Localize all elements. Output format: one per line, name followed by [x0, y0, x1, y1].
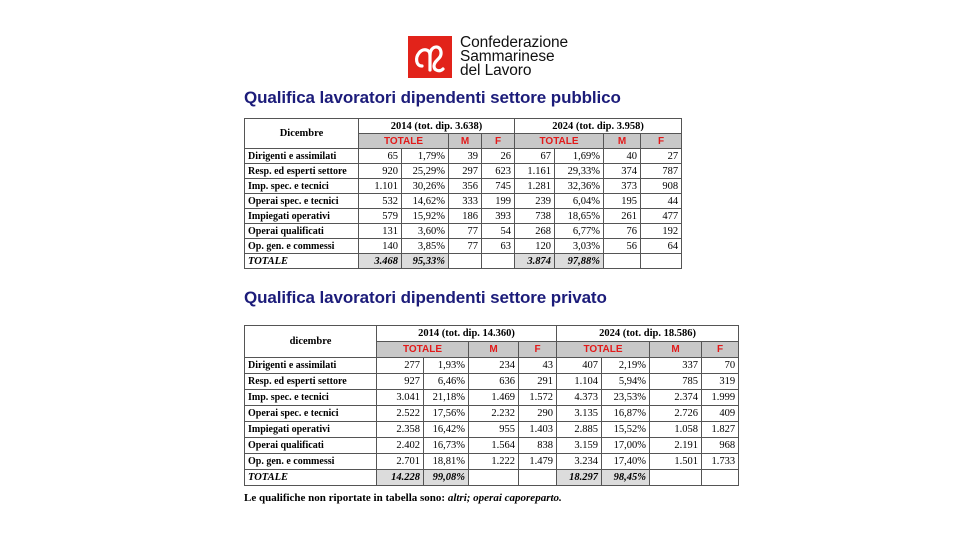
- row-label: Imp. spec. e tecnici: [245, 179, 359, 194]
- table-cell: 785: [650, 374, 702, 390]
- table-row: [245, 374, 739, 390]
- table-cell: 77: [449, 239, 482, 254]
- logo-line-2: Sammarinese: [460, 48, 555, 65]
- subheader-f: F: [519, 342, 557, 358]
- table-cell: 27: [641, 149, 682, 164]
- public-sector-table: [244, 118, 682, 269]
- table-cell: 43: [519, 358, 557, 374]
- private-section-title: Qualifica lavoratori dipendenti settore privato: [244, 288, 607, 307]
- table-row: [245, 179, 682, 194]
- table-cell: 268: [515, 224, 555, 239]
- table-cell: 477: [641, 209, 682, 224]
- total-label: TOTALE: [245, 254, 359, 269]
- total-cell: 95,33%: [402, 254, 449, 269]
- subheader-totale: TOTALE: [359, 134, 449, 149]
- row-label: Operai qualificati: [245, 438, 377, 454]
- table-cell: 1.101: [359, 179, 402, 194]
- table-cell: 1.501: [650, 454, 702, 470]
- total-cell: 3.874: [515, 254, 555, 269]
- table-cell: 3,03%: [555, 239, 604, 254]
- table-cell: 1.733: [702, 454, 739, 470]
- table-header-row: [245, 326, 739, 342]
- csdl-logo-icon: [408, 36, 452, 78]
- table-cell: 2.374: [650, 390, 702, 406]
- total-cell: [641, 254, 682, 269]
- table-cell: 2.701: [377, 454, 424, 470]
- table-row: [245, 149, 682, 164]
- total-cell: 98,45%: [602, 470, 650, 486]
- table-cell: 14,62%: [402, 194, 449, 209]
- subheader-m: M: [449, 134, 482, 149]
- table-cell: 15,52%: [602, 422, 650, 438]
- table-cell: 636: [469, 374, 519, 390]
- table-cell: 21,18%: [424, 390, 469, 406]
- table-cell: 39: [449, 149, 482, 164]
- table-cell: 3,60%: [402, 224, 449, 239]
- table-cell: 17,56%: [424, 406, 469, 422]
- table-row: [245, 406, 739, 422]
- table-row: [245, 164, 682, 179]
- table-cell: 337: [650, 358, 702, 374]
- table-cell: 140: [359, 239, 402, 254]
- table-cell: 2.402: [377, 438, 424, 454]
- row-label: Op. gen. e commessi: [245, 454, 377, 470]
- logo-line-1: Confederazione: [460, 34, 569, 51]
- table-cell: 239: [515, 194, 555, 209]
- table-cell: 16,73%: [424, 438, 469, 454]
- table-cell: 261: [604, 209, 641, 224]
- subheader-totale: TOTALE: [515, 134, 604, 149]
- row-label: Operai spec. e tecnici: [245, 406, 377, 422]
- subheader-m: M: [604, 134, 641, 149]
- row-label: Resp. ed esperti settore: [245, 374, 377, 390]
- total-cell: [482, 254, 515, 269]
- row-label: Imp. spec. e tecnici: [245, 390, 377, 406]
- subheader-f: F: [641, 134, 682, 149]
- total-cell: 3.468: [359, 254, 402, 269]
- table-cell: 54: [482, 224, 515, 239]
- table-cell: 319: [702, 374, 739, 390]
- table-cell: 4.373: [557, 390, 602, 406]
- total-row: [245, 470, 739, 486]
- table-cell: 18,81%: [424, 454, 469, 470]
- subheader-f: F: [702, 342, 739, 358]
- table-cell: 745: [482, 179, 515, 194]
- table-cell: 25,29%: [402, 164, 449, 179]
- table-cell: 192: [641, 224, 682, 239]
- table-cell: 63: [482, 239, 515, 254]
- corner-header: dicembre: [245, 326, 377, 358]
- table-cell: 65: [359, 149, 402, 164]
- table-cell: 532: [359, 194, 402, 209]
- row-label: Resp. ed esperti settore: [245, 164, 359, 179]
- group-header-2024: 2024 (tot. dip. 18.586): [557, 326, 739, 342]
- table-cell: 1.827: [702, 422, 739, 438]
- subheader-m: M: [469, 342, 519, 358]
- table-cell: 1.058: [650, 422, 702, 438]
- group-header-2024: 2024 (tot. dip. 3.958): [515, 119, 682, 134]
- private-sector-table: [244, 325, 739, 486]
- table-cell: 1.469: [469, 390, 519, 406]
- table-cell: 968: [702, 438, 739, 454]
- row-label: Op. gen. e commessi: [245, 239, 359, 254]
- table-cell: 32,36%: [555, 179, 604, 194]
- table-cell: 1.999: [702, 390, 739, 406]
- table-cell: 1,69%: [555, 149, 604, 164]
- table-row: [245, 438, 739, 454]
- table-cell: 15,92%: [402, 209, 449, 224]
- subheader-f: F: [482, 134, 515, 149]
- total-cell: [702, 470, 739, 486]
- footnote-text: Le qualifiche non riportate in tabella sono:: [244, 492, 448, 504]
- table-cell: 290: [519, 406, 557, 422]
- table-cell: 291: [519, 374, 557, 390]
- table-cell: 1.281: [515, 179, 555, 194]
- table-cell: 927: [377, 374, 424, 390]
- table-cell: 23,53%: [602, 390, 650, 406]
- table-row: [245, 239, 682, 254]
- table-row: [245, 194, 682, 209]
- table-cell: 2.358: [377, 422, 424, 438]
- table-cell: 44: [641, 194, 682, 209]
- table-cell: 3.159: [557, 438, 602, 454]
- table-cell: 56: [604, 239, 641, 254]
- table-cell: 409: [702, 406, 739, 422]
- table-cell: 64: [641, 239, 682, 254]
- table-cell: 1.161: [515, 164, 555, 179]
- table-cell: 6,46%: [424, 374, 469, 390]
- table-cell: 373: [604, 179, 641, 194]
- table-row: [245, 224, 682, 239]
- table-row: [245, 358, 739, 374]
- table-cell: 17,00%: [602, 438, 650, 454]
- table-cell: 838: [519, 438, 557, 454]
- table-cell: 199: [482, 194, 515, 209]
- total-label: TOTALE: [245, 470, 377, 486]
- row-label: Impiegati operativi: [245, 422, 377, 438]
- table-cell: 787: [641, 164, 682, 179]
- table-cell: 77: [449, 224, 482, 239]
- table-cell: 76: [604, 224, 641, 239]
- table-cell: 195: [604, 194, 641, 209]
- subheader-m: M: [650, 342, 702, 358]
- table-cell: 5,94%: [602, 374, 650, 390]
- table-cell: 67: [515, 149, 555, 164]
- table-cell: 1.479: [519, 454, 557, 470]
- table-cell: 17,40%: [602, 454, 650, 470]
- table-cell: 277: [377, 358, 424, 374]
- total-cell: 18.297: [557, 470, 602, 486]
- logo-line-3: del Lavoro: [460, 62, 532, 79]
- table-body: [245, 149, 682, 254]
- table-cell: 131: [359, 224, 402, 239]
- table-header-row: [245, 119, 682, 134]
- table-cell: 1.104: [557, 374, 602, 390]
- table-row: [245, 390, 739, 406]
- row-label: Dirigenti e assimilati: [245, 149, 359, 164]
- table-cell: 1.572: [519, 390, 557, 406]
- table-cell: 3.135: [557, 406, 602, 422]
- table-cell: 356: [449, 179, 482, 194]
- table-cell: 1,79%: [402, 149, 449, 164]
- table-cell: 6,77%: [555, 224, 604, 239]
- footnote-italic: altri; operai caporeparto.: [447, 492, 562, 504]
- table-cell: 623: [482, 164, 515, 179]
- total-cell: [449, 254, 482, 269]
- table-cell: 738: [515, 209, 555, 224]
- total-cell: [469, 470, 519, 486]
- table-row: [245, 209, 682, 224]
- table-row: [245, 454, 739, 470]
- table-cell: 2.522: [377, 406, 424, 422]
- table-cell: 3.041: [377, 390, 424, 406]
- table-cell: 186: [449, 209, 482, 224]
- row-label: Operai qualificati: [245, 224, 359, 239]
- total-row: [245, 254, 682, 269]
- table-cell: 920: [359, 164, 402, 179]
- total-cell: 99,08%: [424, 470, 469, 486]
- table-cell: 120: [515, 239, 555, 254]
- row-label: Dirigenti e assimilati: [245, 358, 377, 374]
- table-cell: 374: [604, 164, 641, 179]
- total-cell: 14.228: [377, 470, 424, 486]
- total-cell: [519, 470, 557, 486]
- group-header-2014: 2014 (tot. dip. 14.360): [377, 326, 557, 342]
- subheader-totale: TOTALE: [377, 342, 469, 358]
- footnote: [244, 492, 562, 504]
- table-cell: 579: [359, 209, 402, 224]
- table-cell: 2.726: [650, 406, 702, 422]
- table-cell: 2.191: [650, 438, 702, 454]
- total-cell: [604, 254, 641, 269]
- table-cell: 3,85%: [402, 239, 449, 254]
- total-cell: 97,88%: [555, 254, 604, 269]
- table-cell: 908: [641, 179, 682, 194]
- table-cell: 30,26%: [402, 179, 449, 194]
- table-cell: 1.222: [469, 454, 519, 470]
- table-cell: 2,19%: [602, 358, 650, 374]
- table-cell: 16,87%: [602, 406, 650, 422]
- table-cell: 70: [702, 358, 739, 374]
- row-label: Impiegati operativi: [245, 209, 359, 224]
- table-cell: 29,33%: [555, 164, 604, 179]
- row-label: Operai spec. e tecnici: [245, 194, 359, 209]
- table-cell: 2.232: [469, 406, 519, 422]
- subheader-totale: TOTALE: [557, 342, 650, 358]
- table-cell: 3.234: [557, 454, 602, 470]
- table-cell: 6,04%: [555, 194, 604, 209]
- table-cell: 16,42%: [424, 422, 469, 438]
- table-cell: 18,65%: [555, 209, 604, 224]
- group-header-2014: 2014 (tot. dip. 3.638): [359, 119, 515, 134]
- corner-header: Dicembre: [245, 119, 359, 149]
- table-cell: 393: [482, 209, 515, 224]
- table-cell: 1.403: [519, 422, 557, 438]
- table-cell: 955: [469, 422, 519, 438]
- total-cell: [650, 470, 702, 486]
- table-cell: 407: [557, 358, 602, 374]
- table-cell: 234: [469, 358, 519, 374]
- csdl-logo: [408, 36, 586, 82]
- table-cell: 297: [449, 164, 482, 179]
- table-body: [245, 358, 739, 470]
- table-cell: 26: [482, 149, 515, 164]
- table-row: [245, 422, 739, 438]
- table-cell: 1.564: [469, 438, 519, 454]
- public-section-title: Qualifica lavoratori dipendenti settore pubblico: [244, 88, 621, 107]
- table-cell: 333: [449, 194, 482, 209]
- table-cell: 1,93%: [424, 358, 469, 374]
- table-cell: 2.885: [557, 422, 602, 438]
- table-cell: 40: [604, 149, 641, 164]
- logo-wordmark: [460, 36, 568, 78]
